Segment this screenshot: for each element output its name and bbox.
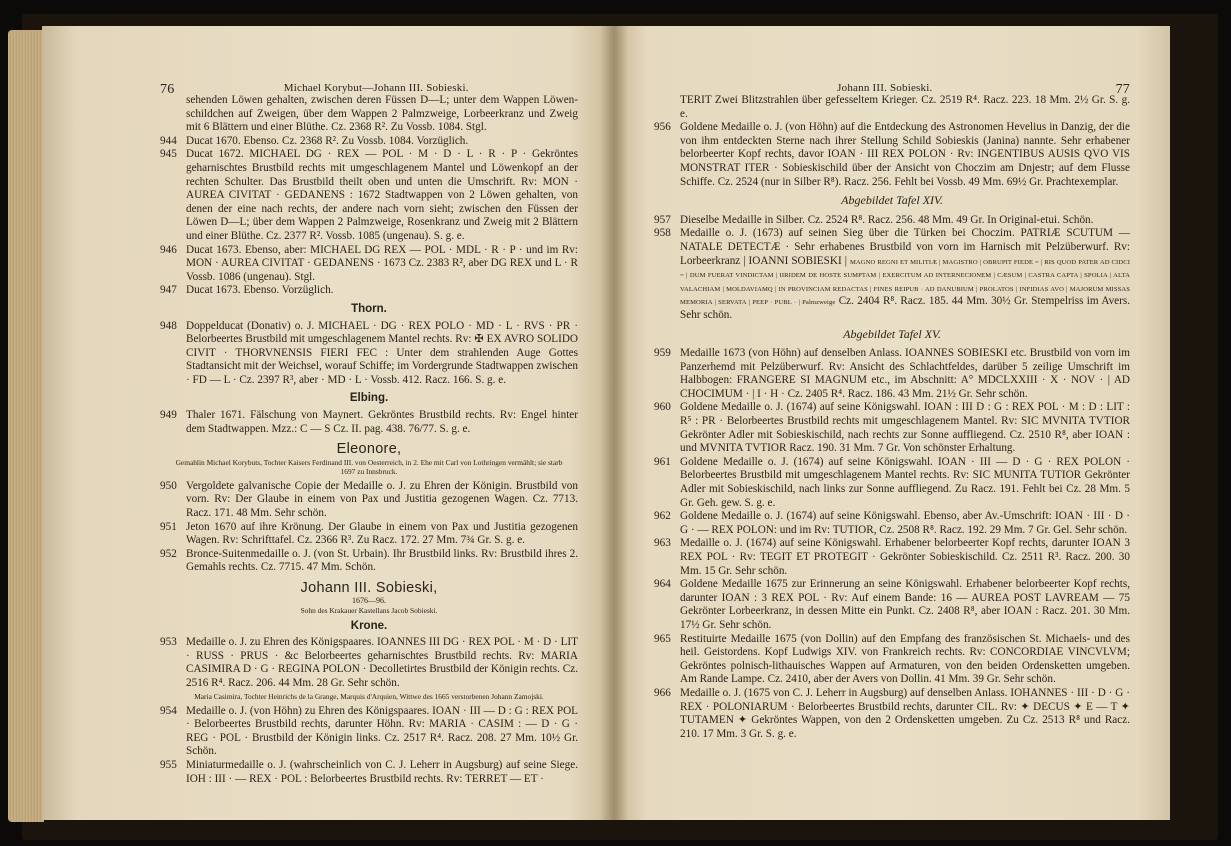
entry-text: Vergoldete galvanische Copie der Medaille o. J. zu Ehren der Königin. Brustbild von vorn. Rv: Der Glaube in einem von Pax und Justitia gezogenen Wagen. Cz. 7713. Racz. 171. 48 Mm. Sehr schön. [186,479,578,520]
entry-text: Jeton 1670 auf ihre Krönung. Der Glaube in einem von Pax und Justitia gezogenen Wagen. Rv: Schrifttafel. Cz. 2366 R³. Zu Racz. 172. 27 Mm. 7¾ Gr. S. g. e. [186,520,578,547]
entry-number: 957 [654,213,671,226]
entry-text: Miniaturmedaille o. J. (wahrscheinlich von C. J. Leherr in Augsburg) auf seine Siege. IOH : III · — REX · POL : Belorbeertes Brustbild rechts. Rv: TERRET — ET · [186,758,578,785]
entry-number: 947 [160,284,177,297]
catalog-entry [160,636,578,690]
entry-text-end: Cz. 2404 R⁸. Racz. 185. 44 Mm. 30½ Gr. Stempelriss im Avers. Sehr schön. [680,295,1131,321]
section-heading-eleonore: Eleonore, [336,441,402,458]
catalog-entry [160,244,578,285]
catalog-entry [160,705,578,759]
catalog-entry [654,687,1130,741]
entry-number: 952 [160,547,177,560]
catalog-entry [654,537,1130,578]
section-heading-krone: Krone. [350,619,388,632]
maria-note: Maria Casimira, Tochter Heinrichs de la Grange, Marquis d'Arquien, Wittwe des 1665 verstorbenen Johann Zamojski. [194,691,544,701]
entry-number: 962 [654,510,671,523]
catalog-entry [160,284,578,298]
catalog-entry [160,320,578,388]
section-heading-johann: Johann III. Sobieski, [300,580,438,596]
entry-text: Goldene Medaille 1675 zur Erinnerung an seine Königswahl. Erhabener belorbeerter Kopf rechts, darunter IOAN : 3 REX POL · Rv: Auf einem Bande: 16 — AUREA POST LAVREAM — 75 Gekrönter Lorbeerkranz, in dessen Mitte ein Punkt. Cz. 2408 R⁸, aber IOAN : Racz. 201. 30 Mm. 17½ Gr. Sehr schön. [680,578,1130,631]
legend-inscription: MAGNO REGNI ET MILITIÆ | MAGISTRO | OBRUPIT FIEDE = | RIS QUOD PATER AD CIDCI = | DUM FUERAT VINDICTAM | IIRIDEM DE HOSTE SUMPTAM | EXERCITUM AD INTERNECIONEM | CÆSUM | CASTRA CAPTA | SPOLIA | ALTA VALACHIAM | MOLDAVIAMQ | IN PROVINCIAM REDACTAS | FINES REIPUB · AD DANUBIUM | PROLATOS | INFIDIAS AVO | MAJORUM MISSAS MEMORIA | SERVATA | PEEP · PUBL · | Palmzweige [680,258,1130,307]
entry-text: Goldene Medaille o. J. (1674) auf seine Königswahl. IOAN · III — D · G · REX POLON · Belorbeertes Brustbild mit umgeschlagenem Mantel rechts. Rv: SIC MUNITA TUTIOR Gekrönter Adler mit Sobieskischild, nach links zur Sonne auffliegend. Zu Racz. 191. Fehlt bei Cz. 28 Mm. 5 Gr. Geh. gew. S. g. e. [680,455,1130,509]
catalog-entry [654,227,1130,322]
entry-number: 956 [654,121,671,134]
entry-text: Goldene Medaille o. J. (1674) auf seine Königswahl. IOAN : III D : G : REX POL · M : D : LIT : R⁵ : PR · Belorbeertes Brustbild rechts mit umgeschlagenem Mantel. Rv: SIC MVNITA TVTIOR Gekrönter Adler mit Sobieskischild, nach rechts zur Sonne auffliegend. Cz. 2510 R⁸, aber IOAN : und MVNITA TVTIOR Racz. 190. 31 Mm. 7 Gr. Von schönster Erhaltung. [680,401,1130,455]
catalog-entry [654,578,1130,632]
entry-text-group [680,227,1130,322]
entry-number: 966 [654,686,671,699]
entry-text: Medaille o. J. (1673) auf seinen Sieg über die Türken bei Choczim. PATRIÆ SCUTUM — NATALE DETECTÆ · Sehr erhabenes Brustbild von vorn im Harnisch mit Pelzüberwurf. Rv: Lorbeerkranz | IOANNI SOBIESKI | [680,227,1130,267]
left-running-title: Michael Korybut—Johann III. Sobieski. [283,82,469,94]
right-running-title: Johann III. Sobieski. [837,82,933,94]
entry-number: 961 [654,455,671,468]
catalog-entry [160,135,578,149]
catalog-entry [654,401,1130,455]
catalog-entry [160,480,578,521]
section-heading-thorn: Thorn. [351,302,387,315]
entry-text: Ducat 1673. Ebenso. Vorzüglich. [186,284,334,297]
entry-number: 959 [654,347,671,360]
entry-number: 946 [160,243,177,256]
catalog-entry [654,456,1130,510]
entry-number: 958 [654,227,671,240]
catalog-entry [654,510,1130,537]
catalog-entry [160,759,578,786]
entry-number: 965 [654,632,671,645]
catalog-entry [160,548,578,575]
entry-text: Medaille o. J. (1675 von C. J. Leherr in Augsburg) auf denselben Anlass. IOHANNES · III · D · G · REX · POLONIARUM · Belorbeertes Brustbild rechts, darunter CIL. Rv: ✦ DECUS ✦ E — T ✦ TUTAMEN ✦ Gekröntes Wappen, von den 2 Ordensketten umgeben. Zu Cz. 2513 R⁸ und Racz. 210. 17 Mm. 3 Gr. S. g. e. [680,686,1130,740]
entry-text: Medaille o. J. (von Höhn) zu Ehren des Königspaares. IOAN · III — D : G : REX POL · Belorbeertes Brustbild rechts, darunter Höhn. Rv: MARIA · CASIM : — D · G · REG · POL · Brustbild der Königin links. Cz. 2517 R⁴. Racz. 208. 27 Mm. 10½ Gr. Schön. [186,704,578,758]
entries-954-955 [160,705,578,787]
entries-944-947 [160,135,578,298]
catalog-entry [654,121,1130,189]
entry-text: Goldene Medaille o. J. (von Höhn) auf die Entdeckung des Astronomen Hevelius in Danzig, der die von ihm entdeckten Sterne nach ihrer Stellung Schild Sobieskis (Janina) nannte. Sehr erhabener belorbeerter Kopf rechts, davor IOAN · III REX POLON · Rv: INGENTIBUS AUSIS QVO VIS MONSTRAT ITER · Sobieskischild über der Ansicht von Choczim am Dnjestr; auf dem Flusse Schiffe. Cz. 2524 (nur in Silber R⁸). Racz. 256. Fehlt bei Vossb. 49 Mm. 69½ Gr. Prachtexemplar. [680,121,1130,188]
entries-959-966 [654,347,1130,741]
entry-number: 964 [654,578,671,591]
entry-number: 949 [160,409,177,422]
book-gutter-shadow [600,26,628,820]
catalog-entry [654,633,1130,687]
entry-text: Bronce-Suitenmedaille o. J. (von St. Urbain). Ihr Brustbild links. Rv: Brustbild ihres 2. Gemahls rechts. Cz. 7715. 47 Mm. Schön. [186,547,578,574]
entry-text: Ducat 1672. MICHAEL DG · REX — POL · M · D · L · R · P · Gekröntes geharnischtes Brustbild rechts mit umgeschlagenem Mantel und Löwenkopf an der rechten Schulter. Das Brustbild theilt oben und unten die Umschrift. Rv: MON · AUREA CIVITAT · GEDANENS : 1672 Stadtwappen von 2 Löwen gehalten, von denen der eine nach rechts, der andere nach vorn sieht; zwischen den Füssen der Löwen D—L; über dem Wappen 2 Palmzweige, Rosenkranz und Zweig mit 2 Blättern und einer Blüthe. Cz. 2377 R². Vossb. 1085 (ungenau). S. g. e. [186,148,578,242]
book-fore-edge [8,30,44,822]
left-intro-paragraph: sehenden Löwen gehalten, zwischen deren Füssen D—L; unter dem Wappen Löwen-schildchen auf Zweigen, über dem Wappen 2 Palmzweige, Lorbeerkranz und Zweig mit 6 Blättern und einer Blüthe. Cz. 2368 R². Zu Vossb. 1084. Stgl. [186,94,578,134]
right-intro-paragraph: TERIT Zwei Blitzstrahlen über gefesseltem Krieger. Cz. 2519 R⁴. Racz. 223. 18 Mm. 2½ Gr. S. g. e. [680,94,1130,120]
entry-text: Goldene Medaille o. J. (1674) auf seine Königswahl. Ebenso, aber Av.-Umschrift: IOAN · III · D · G · — REX POLON: und im Rv: TUTIOR, Cz. 2508 R⁸. Racz. 192. 29 Mm. 7 Gr. Gel. Sehr schön. [680,510,1130,536]
johann-dates: 1676—96. [352,595,386,605]
right-running-head [654,82,1130,98]
entry-text: Thaler 1671. Fälschung von Maynert. Gekröntes Brustbild rechts. Rv: Engel hinter dem Stadtwappen. Mzz.: C — S Cz. II. pag. 438. 76/77. S. g. e. [186,409,578,435]
catalog-entry [654,347,1130,401]
plate-reference-xv: Abgebildet Tafel XV. [843,326,941,341]
entries-950-952 [160,480,578,575]
entry-number: 950 [160,479,177,492]
entry-number: 963 [654,537,671,550]
entry-number: 954 [160,704,177,717]
entry-text: Ducat 1670. Ebenso. Cz. 2368 R². Zu Vossb. 1084. Vorzüglich. [186,134,469,147]
catalog-entry [160,521,578,548]
entry-number: 944 [160,134,177,147]
catalog-entry [654,214,1130,228]
entry-number: 960 [654,401,671,414]
left-page-number: 76 [160,82,175,97]
entry-text: Medaille o. J. zu Ehren des Königspaares. IOANNES III DG · REX POL · M · D · LIT · RUSS · PRUS · &c Belorbeertes geharnischtes Brustbild rechts. Rv: MARIA CASIMIRA D · G · REGINA POLON · Decolletirtes Brustbild der Königin rechts. Cz. 2516 R⁴. Racz. 206. 44 Mm. 28 Gr. Sehr schön. [186,636,578,689]
entry-text: Restituirte Medaille 1675 (von Dollin) auf den Empfang des französischen St. Michaels- und des heil. Geistordens. Kopf Ludwigs XIV. von Frankreich rechts. Rv: CONCORDIAE VINCVLVM; Gekröntes polnisch-lithauisches Wappen auf Armaturen, von den beiden Ordensketten umgeben. Am Rande Lampe. Cz. 2410, aber der Avers von Dollin. 41 Mm. 39 Gr. Sehr schön. [680,632,1130,686]
catalog-entry [160,409,578,436]
entry-number: 951 [160,520,177,533]
right-text-column [654,94,1130,741]
entry-text: Ducat 1673. Ebenso, aber: MICHAEL DG REX — POL · MDL · R · P · und im Rv: MON · AUREA CIVITAT · GEDANENS · 1673 Cz. 2383 R², aber DG REX und L · R Vossb. 1086 (ungenau). Stgl. [186,243,578,283]
right-page [614,26,1170,820]
entry-number: 945 [160,148,177,161]
entry-number: 948 [160,319,177,332]
entry-text: Dieselbe Medaille in Silber. Cz. 2524 R⁸. Racz. 256. 48 Mm. 49 Gr. In Original-etui. Schön. [680,213,1094,226]
catalog-entry [160,148,578,243]
plate-reference-xiv: Abgebildet Tafel XIV. [841,193,943,208]
entry-number: 955 [160,758,177,771]
left-page [42,26,614,820]
section-heading-elbing: Elbing. [349,392,389,405]
right-page-number: 77 [1115,82,1130,97]
left-running-head [160,82,578,98]
entry-text: Medaille o. J. (1674) auf seine Königswahl. Erhabener belorbeerter Kopf rechts, darunter IOAN 3 REX POL · Rv: TEGIT ET PROTEGIT · Gekrönter Sobieskischild. Cz. 2511 R³. Racz. 200. 30 Mm. 15 Gr. Sehr schön. [680,537,1130,577]
entry-text: Doppelducat (Donativ) o. J. MICHAEL · DG · REX POLO · MD · L · RVS · PR · Belorbeertes Brustbild mit umgeschlagenem Mantel rechts. Rv: ✠ EX AVRO SOLIDO CIVIT · THORVNENSIS FIERI FEC : Unter dem strahlenden Auge Gottes Stadtansicht mit der Weichsel, worauf Schiffe; im Vordergrunde Stadtwappen zwischen · FD — L · Cz. 2397 R³, aber · MD · L · Vossb. 412. Racz. 166. S. g. e. [186,319,578,386]
entry-text: Medaille 1673 (von Höhn) auf denselben Anlass. IOANNES SOBIESKI etc. Brustbild von vorn im Panzerhemd mit Pelzüberwurf. Rv: Ansicht des Schlachtfeldes, darüber 5 zeilige Umschrift im Halbbogen: FRANGERE SI MAGNUM etc., im Abschnitt: A° MDCLXXIII · X · NOV · | AD CHOCIMUM · | I · H · Cz. 2405 R⁴. Racz. 186. 43 Mm. 21½ Gr. Sehr schön. [680,347,1130,400]
left-text-column [160,94,578,786]
johann-note: Sohn des Krakauer Kastellans Jacob Sobieski. [300,605,438,615]
eleonore-note: Gemahlin Michael Korybuts, Tochter Kaisers Ferdinand III. von Oesterreich, in 2. Ehe mit Carl von Lothringen vermählt; sie starb 1697 zu Innsbruck. [175,457,563,476]
entry-number: 953 [160,636,177,649]
